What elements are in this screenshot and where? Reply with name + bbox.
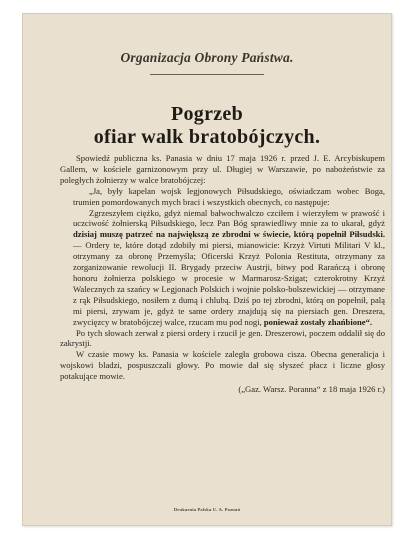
poster-sheet	[22, 13, 392, 526]
quote-paragraph-2	[73, 208, 385, 328]
quote-text-a: Zgrzeszyłem ciężko, gdyż niemal bałwochwalczo czciłem i wierzyłem w prawość i uczciwość żołnierską Piłsudskiego, lecz Pan Bóg sprawiedliwy mnie za to ukarał, gdyż	[73, 207, 385, 229]
title-line-2: ofiar walk bratobójczych.	[93, 126, 321, 148]
printer-imprint: Drukarnia Polska U. A. Poznań	[173, 507, 241, 512]
quote-text-c: — Ordery te, które dotąd zdobiły mi piersi, mianowicie: Krzyż Virtuti Militari V kl., otrzymany za obronę Przemyśla; Oficerski Krzyż Polonia Restituta, otrzymany za zorganizowanie rewolucji II. Brygady przeciw Austrji, bitwy pod Rarańczą i obronę honoru żołnierza polskiego w procesie w Marmarosz-Szigat; czterokrotny Krzyż Walecznych za szańcy w Legjonach Polskich i wojnie polsko-bolszewickiej — otrzymane z rąk Piłsudskiego, nosiłem z dumą i chlubą. Dziś po tej zbrodni, którą on popełnił, palą mi piersi, zrywam je, gdyż te same ordery znajdują się na piersiach gen. Dreszera, zwycięzcy w bratobójczej walce, rzucam mu pod nogi,	[73, 240, 385, 327]
source-citation: („Gaz. Warsz. Poranna“ z 18 maja 1926 r.)	[238, 384, 385, 395]
organization-header: Organizacja Obrony Państwa.	[120, 50, 294, 65]
intro-paragraph: Spowiedź publiczna ks. Panasia w dniu 17 maja 1926 r. przed J. E. Arcybiskupem Gallem, w kościele garnizonowym przy ul. Długiej w Warszawie, po nabożeństwie za poległych żołnierzy w walce bratobójczej:	[60, 153, 385, 185]
header-rule	[150, 74, 264, 75]
after-paragraph-1: Po tych słowach zerwał z piersi ordery i rzucił je gen. Dreszerowi, poczem oddalił się do zakrystji.	[60, 327, 385, 349]
quote-emphasis-1: dzisiaj muszę patrzeć na największą ze zbrodni w świecie, którą popełnił Piłsudski.	[73, 229, 385, 240]
quote-closing: “.	[365, 316, 373, 327]
title-line-1: Pogrzeb	[170, 103, 244, 125]
after-paragraph-2: W czasie mowy ks. Panasia w kościele zaległa grobowa cisza. Obecna generalicja i wojskowi bladzi, pospuszczali głowy. Po mowie dał się słyszeć płacz i liczne głosy potakujące mowie.	[60, 349, 385, 382]
body-text	[60, 153, 385, 395]
quote-emphasis-2: ponieważ zostały zhańbione	[263, 316, 366, 327]
quote-paragraph-1: „Ja, były kapelan wojsk legjonowych Piłsudskiego, oświadczam wobec Boga, trumien pomordowanych mych braci i wszystkich obecnych, co następuje:	[73, 185, 385, 207]
